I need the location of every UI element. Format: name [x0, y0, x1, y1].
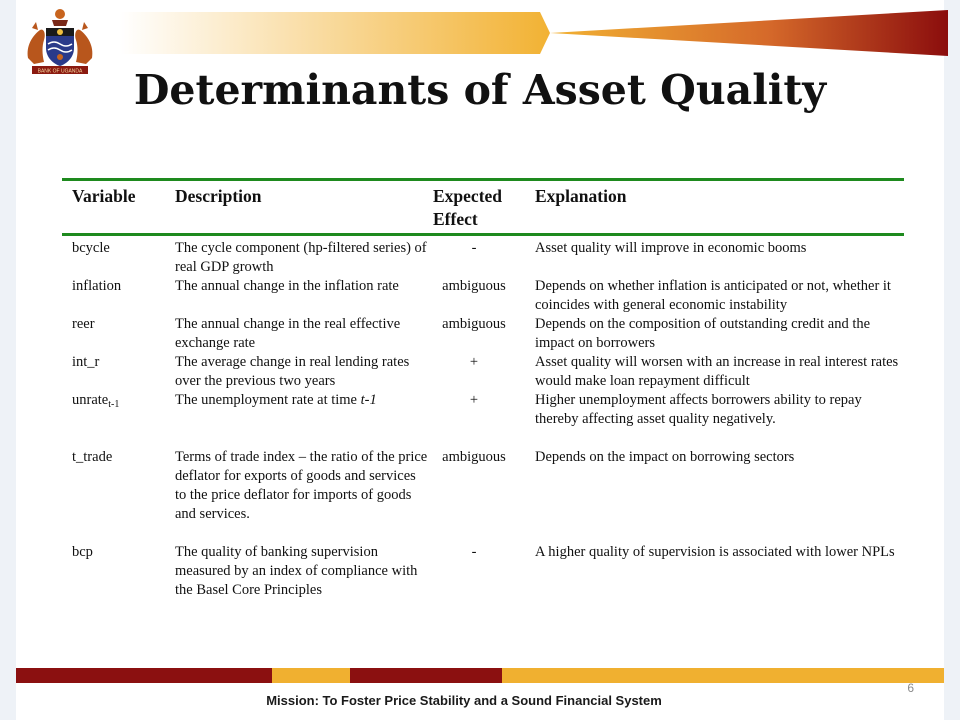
cell-effect: + — [469, 392, 479, 408]
svg-text:BANK OF UGANDA: BANK OF UGANDA — [37, 68, 83, 75]
table-row — [62, 277, 904, 315]
header-variable: Variable — [72, 186, 136, 206]
cell-explanation: Asset quality will worsen with an increase in real interest rates would make loan repayment difficult — [535, 354, 899, 389]
table-row — [62, 543, 904, 600]
table-row — [62, 448, 904, 543]
cell-explanation: Higher unemployment affects borrowers ability to repay thereby affecting asset quality negatively. — [535, 392, 862, 427]
cell-explanation: Depends on the composition of outstanding credit and the impact on borrowers — [535, 316, 871, 351]
slide-title: Determinants of Asset Quality — [133, 66, 827, 114]
table-header-row — [62, 181, 904, 233]
cell-effect: - — [471, 240, 477, 256]
cell-description: The quality of banking supervision measured by an index of compliance with the Basel Core Principles — [175, 544, 418, 598]
cell-variable: reer — [72, 316, 95, 332]
cell-description: The unemployment rate at time t-1 — [175, 392, 377, 408]
header-description: Description — [175, 186, 262, 206]
cell-variable: bcycle — [72, 240, 110, 256]
header-banner — [120, 10, 948, 56]
mission-statement: Mission: To Foster Price Stability and a Sound Financial System — [266, 693, 662, 708]
cell-description: The annual change in the real effective exchange rate — [175, 316, 401, 351]
footer-bar-gold-1 — [272, 668, 350, 683]
cell-variable: unrate$_{t-1}$ — [72, 392, 120, 410]
header-expected-effect: Expected Effect — [433, 186, 503, 229]
footer-bar-dark-1 — [16, 668, 272, 683]
footer-bar-gold-2 — [502, 668, 944, 683]
cell-effect: - — [471, 544, 477, 560]
table-row — [62, 236, 904, 277]
cell-effect: + — [469, 354, 479, 370]
table-row — [62, 315, 904, 353]
cell-description: The annual change in the inflation rate — [175, 278, 399, 294]
cell-effect: ambiguous — [442, 316, 506, 332]
cell-effect: ambiguous — [442, 278, 506, 294]
cell-variable-subscript: t-1 — [108, 399, 120, 410]
cell-explanation: Depends on whether inflation is anticipated or not, whether it coincides with general economic instability — [535, 278, 891, 313]
table-row — [62, 391, 904, 448]
table-row — [62, 353, 904, 391]
determinants-table — [62, 178, 904, 600]
cell-variable: t_trade — [72, 449, 113, 465]
cell-description: The average change in real lending rates over the previous two years — [175, 354, 410, 389]
footer-color-bars — [16, 668, 944, 683]
cell-effect: ambiguous — [442, 449, 506, 465]
cell-variable: bcp — [72, 544, 93, 560]
cell-variable: int_r — [72, 354, 100, 370]
cell-explanation: A higher quality of supervision is associated with lower NPLs — [535, 544, 895, 560]
header-explanation: Explanation — [535, 186, 627, 206]
cell-explanation: Depends on the impact on borrowing sectors — [535, 449, 795, 465]
page-number: 6 — [907, 681, 914, 695]
cell-explanation: Asset quality will improve in economic booms — [535, 240, 807, 256]
cell-description: Terms of trade index – the ratio of the price deflator for exports of goods and services to the price deflator for imports of goods and services. — [175, 449, 428, 522]
footer-bar-dark-2 — [350, 668, 502, 683]
cell-variable: inflation — [72, 278, 122, 294]
cell-description: The cycle component (hp-filtered series) of real GDP growth — [175, 240, 427, 275]
